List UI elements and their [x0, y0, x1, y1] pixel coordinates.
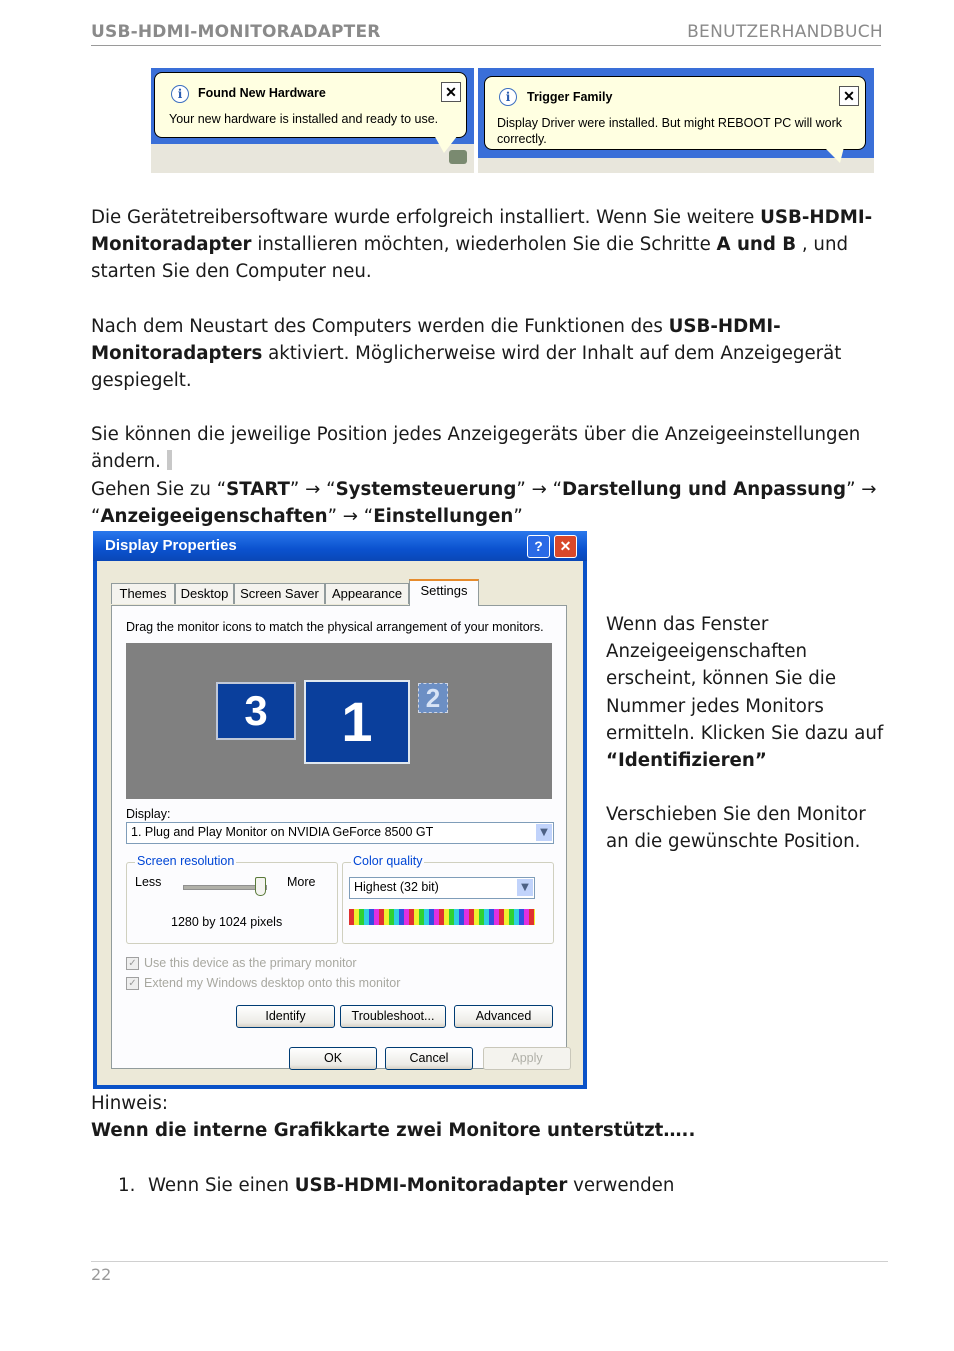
- slider-thumb[interactable]: [255, 877, 266, 896]
- steps-ref: A und B: [716, 234, 797, 256]
- balloon-text-line1: Display Driver were installed. But might REBOOT PC will work: [497, 116, 843, 130]
- path-settings: Einstellungen: [373, 506, 514, 528]
- text: Sie können die jeweilige Position jedes Anzeigegeräts über die Anzeigeeinstellungen: [91, 424, 861, 445]
- trigger-family-balloon: [484, 76, 866, 150]
- list-item: [118, 1172, 674, 1199]
- more-label: More: [287, 875, 316, 889]
- navigation-path: [91, 476, 881, 530]
- monitor-1[interactable]: 1: [304, 680, 410, 764]
- close-icon[interactable]: ✕: [839, 86, 859, 106]
- product-name: Monitoradapter: [91, 234, 252, 256]
- header-product: USB-HDMI-MONITORADAPTER: [91, 22, 381, 42]
- side-line: erscheint, können Sie die: [606, 668, 837, 690]
- cursor-mark: [167, 450, 172, 470]
- tab-settings[interactable]: Settings: [409, 579, 479, 606]
- identify-button[interactable]: Identify: [236, 1005, 335, 1028]
- text: Die Gerätetreibersoftware wurde erfolgreich installiert. Wenn Sie weitere: [91, 207, 761, 228]
- side-identify-label: “Identifizieren”: [606, 750, 767, 772]
- note: [91, 1090, 881, 1144]
- text: , und: [796, 234, 849, 256]
- instruction-text: Drag the monitor icons to match the physical arrangement of your monitors.: [126, 620, 544, 634]
- tray-icon: [449, 150, 467, 164]
- paragraph-restart: [91, 313, 881, 395]
- monitor-arrangement-area: [126, 643, 552, 799]
- page-number: 22: [91, 1265, 112, 1284]
- path-start: START: [226, 479, 290, 500]
- primary-monitor-checkbox[interactable]: ✓: [126, 957, 139, 970]
- path-control-panel: Systemsteuerung: [335, 479, 517, 500]
- found-hardware-balloon: [154, 72, 467, 138]
- side-line: Verschieben Sie den Monitor: [606, 804, 866, 826]
- footer-rule: [91, 1261, 888, 1262]
- product-name: USB-HDMI-Monitoradapter: [294, 1175, 568, 1196]
- text: Nach dem Neustart des Computers werden die Funktionen des: [91, 316, 669, 337]
- product-name: Monitoradapters: [91, 343, 263, 365]
- text: starten Sie den Computer neu.: [91, 261, 372, 283]
- color-quality-value: Highest (32 bit): [354, 880, 439, 894]
- balloon-tail: [824, 147, 844, 163]
- display-label: Display:: [126, 807, 171, 821]
- side-line: an die gewünschte Position.: [606, 831, 861, 853]
- extend-desktop-checkbox[interactable]: ✓: [126, 977, 139, 990]
- troubleshoot-button[interactable]: Troubleshoot...: [340, 1005, 446, 1028]
- side-line: Wenn das Fenster: [606, 614, 769, 635]
- color-quality-select[interactable]: [349, 877, 535, 899]
- apply-button[interactable]: Apply: [483, 1047, 571, 1070]
- text: ” → “: [289, 479, 336, 500]
- note-label: Hinweis:: [91, 1093, 168, 1114]
- display-properties-dialog: [93, 531, 587, 1089]
- color-spectrum-bar: [349, 909, 535, 925]
- balloon-text: Your new hardware is installed and ready to use.: [169, 112, 439, 126]
- path-display-properties: Anzeigeeigenschaften: [100, 506, 328, 528]
- info-icon: i: [499, 88, 517, 106]
- color-quality-title: Color quality: [353, 854, 423, 868]
- chevron-down-icon[interactable]: ▼: [517, 879, 533, 896]
- side-line: ermitteln. Klicken Sie dazu auf: [606, 722, 884, 744]
- path-appearance: Darstellung und Anpassung: [562, 479, 847, 500]
- close-icon[interactable]: ✕: [441, 82, 461, 102]
- text: ”: [513, 506, 523, 528]
- dialog-titlebar: [93, 531, 587, 561]
- monitor-2[interactable]: 2: [418, 683, 448, 713]
- info-icon: i: [171, 85, 189, 103]
- cancel-button[interactable]: Cancel: [385, 1047, 473, 1070]
- dialog-body: [97, 561, 583, 1085]
- text: ” → “: [327, 506, 374, 528]
- primary-monitor-label: Use this device as the primary monitor: [144, 956, 357, 970]
- list-number: 1.: [118, 1175, 136, 1196]
- screen-resolution-group: [126, 854, 338, 944]
- tab-desktop[interactable]: Desktop: [175, 583, 234, 604]
- display-select[interactable]: [126, 822, 554, 844]
- text: “: [91, 506, 101, 528]
- product-name: USB-HDMI-: [760, 207, 873, 228]
- settings-panel: [111, 605, 567, 1069]
- side-line: Anzeigeeigenschaften: [606, 641, 808, 663]
- extend-desktop-label: Extend my Windows desktop onto this monitor: [144, 976, 401, 990]
- text: gespiegelt.: [91, 370, 192, 392]
- chevron-down-icon[interactable]: ▼: [536, 824, 552, 841]
- screen-resolution-title: Screen resolution: [137, 854, 235, 868]
- text: aktiviert. Möglicherweise wird der Inhalt auf dem Anzeigegerät: [262, 343, 842, 365]
- taskbar-strip: [151, 144, 474, 173]
- taskbar-strip: [478, 158, 874, 173]
- header-doc-type: BENUTZERHANDBUCH: [687, 22, 883, 42]
- close-icon[interactable]: ✕: [554, 535, 577, 558]
- tab-themes[interactable]: Themes: [111, 583, 175, 604]
- ok-button[interactable]: OK: [289, 1047, 377, 1070]
- paragraph-driver-installed: [91, 204, 881, 286]
- balloon-title: Found New Hardware: [198, 86, 326, 100]
- tab-screen-saver[interactable]: Screen Saver: [234, 583, 325, 604]
- side-line: Nummer jedes Monitors: [606, 695, 824, 717]
- help-icon[interactable]: ?: [527, 535, 550, 558]
- resolution-value: 1280 by 1024 pixels: [171, 915, 283, 929]
- balloon-title: Trigger Family: [527, 90, 613, 104]
- color-quality-group: [342, 854, 554, 944]
- note-bold: Wenn die interne Grafikkarte zwei Monitore unterstützt…..: [91, 1120, 696, 1142]
- found-hardware-screenshot: [151, 68, 474, 173]
- text: installieren möchten, wiederholen Sie die Schritte: [251, 234, 717, 256]
- monitor-3[interactable]: 3: [216, 682, 296, 740]
- dialog-title: Display Properties: [105, 537, 237, 554]
- text: ändern.: [91, 451, 161, 473]
- product-name: USB-HDMI-: [668, 316, 781, 337]
- less-label: Less: [135, 875, 162, 889]
- text: ” → “: [516, 479, 563, 500]
- advanced-button[interactable]: Advanced: [454, 1005, 553, 1028]
- display-select-value: 1. Plug and Play Monitor on NVIDIA GeForce 8500 GT: [131, 825, 434, 839]
- header-rule: [91, 45, 881, 46]
- text: ” →: [846, 479, 877, 500]
- side-instructions: [606, 611, 896, 856]
- balloon-text-line2: correctly.: [497, 132, 547, 146]
- tab-appearance[interactable]: Appearance: [325, 583, 409, 604]
- text: Wenn Sie einen: [148, 1175, 295, 1196]
- trigger-family-screenshot: [478, 68, 874, 173]
- text: verwenden: [567, 1175, 675, 1196]
- paragraph-position: [91, 421, 881, 475]
- text: Gehen Sie zu “: [91, 479, 227, 500]
